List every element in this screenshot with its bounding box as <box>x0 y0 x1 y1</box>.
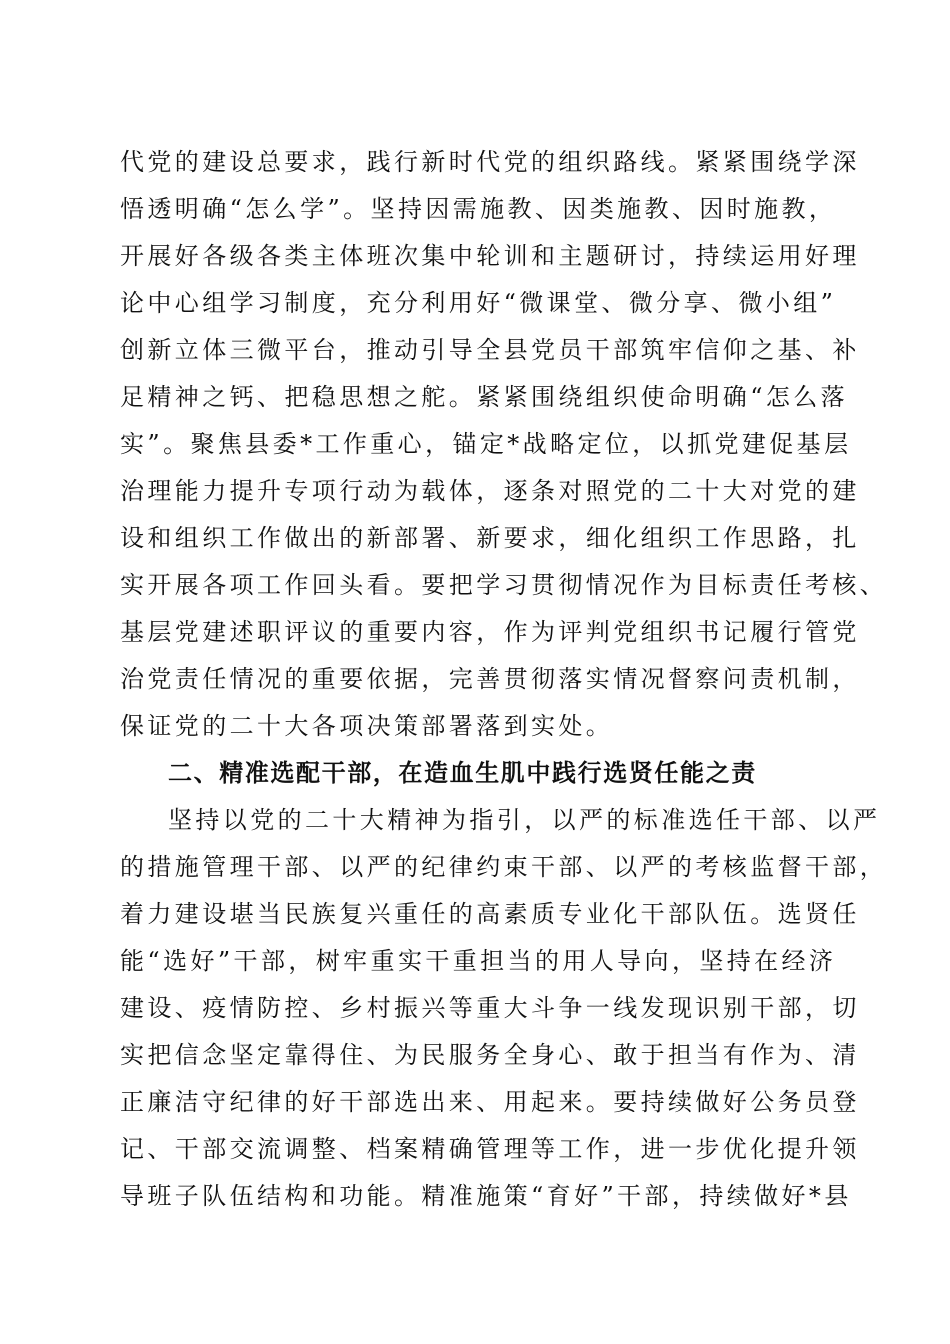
text-line: 保证党的二十大各项决策部署落到实处。 <box>120 712 614 740</box>
text-line: 的措施管理干部、以严的纪律约束干部、以严的考核监督干部， <box>120 853 888 881</box>
text-line: 导班子队伍结构和功能。精准施策“育好”干部，持续做好*县 <box>120 1182 852 1210</box>
text-line: 代党的建设总要求，践行新时代党的组织路线。紧紧围绕学深 <box>120 148 860 176</box>
text-line: 坚持以党的二十大精神为指引，以严的标准选任干部、以严 <box>168 806 881 834</box>
section-heading: 二、精准选配干部，在造血生肌中践行选贤任能之责 <box>168 759 757 787</box>
text-line: 建设、疫情防控、乡村振兴等重大斗争一线发现识别干部，切 <box>120 994 860 1022</box>
text-line: 基层党建述职评议的重要内容，作为评判党组织书记履行管党 <box>120 618 860 646</box>
text-line: 实把信念坚定靠得住、为民服务全身心、敢于担当有作为、清 <box>120 1041 860 1069</box>
text-line: 正廉洁守纪律的好干部选出来、用起来。要持续做好公务员登 <box>120 1088 860 1116</box>
text-line: 悟透明确“怎么学”。坚持因需施教、因类施教、因时施教， <box>120 195 837 223</box>
text-line: 实”。聚焦县委*工作重心，锚定*战略定位，以抓党建促基层 <box>120 430 852 458</box>
text-line: 开展好各级各类主体班次集中轮训和主题研讨，持续运用好理 <box>120 242 860 270</box>
text-line: 足精神之钙、把稳思想之舵。紧紧围绕组织使命明确“怎么落 <box>120 383 849 411</box>
text-line: 治理能力提升专项行动为载体，逐条对照党的二十大对党的建 <box>120 477 860 505</box>
text-line: 记、干部交流调整、档案精确管理等工作，进一步优化提升领 <box>120 1135 860 1163</box>
text-line: 能“选好”干部，树牢重实干重担当的用人导向，坚持在经济 <box>120 947 837 975</box>
text-line: 创新立体三微平台，推动引导全县党员干部筑牢信仰之基、补 <box>120 336 860 364</box>
text-line: 设和组织工作做出的新部署、新要求，细化组织工作思路，扎 <box>120 524 860 552</box>
text-line: 实开展各项工作回头看。要把学习贯彻情况作为目标责任考核、 <box>120 571 888 599</box>
text-line: 论中心组学习制度，充分利用好“微课堂、微分享、微小组” <box>120 289 837 317</box>
text-line: 着力建设堪当民族复兴重任的高素质专业化干部队伍。选贤任 <box>120 900 860 928</box>
text-line: 治党责任情况的重要依据，完善贯彻落实情况督察问责机制， <box>120 665 860 693</box>
